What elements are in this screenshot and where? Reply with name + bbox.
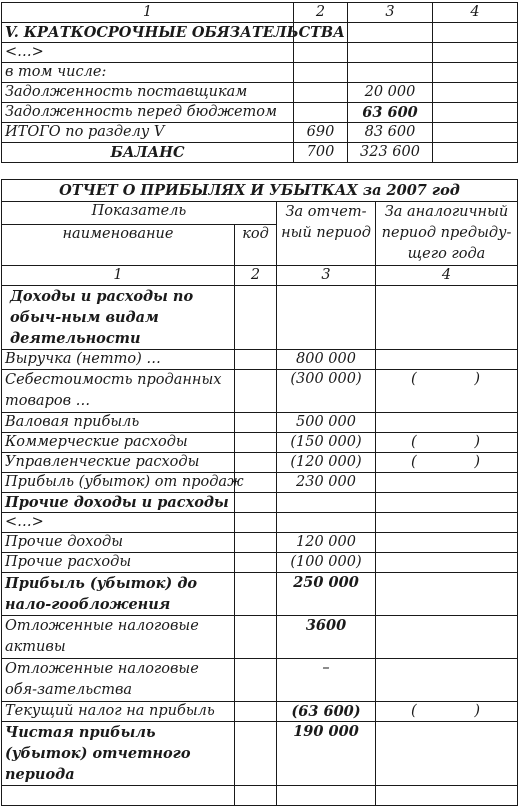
code-cell xyxy=(235,786,277,806)
current-period-header: За отчет-ный период xyxy=(277,202,376,266)
value-cell xyxy=(433,43,518,63)
code-cell xyxy=(235,702,277,722)
row-label: Коммерческие расходы xyxy=(2,433,235,453)
previous-cell xyxy=(376,573,518,616)
code-cell xyxy=(235,553,277,573)
col-number: 2 xyxy=(235,266,277,286)
table-row xyxy=(2,702,518,722)
paren-close: ) xyxy=(474,454,480,470)
value-cell xyxy=(277,286,376,350)
value-cell: 20 000 xyxy=(348,83,433,103)
code-cell xyxy=(235,453,277,473)
previous-cell xyxy=(376,473,518,493)
row-label: Задолженность перед бюджетом xyxy=(2,103,294,123)
row-label: Себестоимость проданных товаров … xyxy=(2,370,235,413)
previous-cell xyxy=(376,702,518,722)
table-row xyxy=(2,350,518,370)
table-row xyxy=(2,433,518,453)
previous-cell xyxy=(376,413,518,433)
code-cell: 700 xyxy=(294,143,348,163)
value-cell xyxy=(348,43,433,63)
row-label: Прибыль (убыток) от продаж xyxy=(2,473,235,493)
previous-cell xyxy=(376,616,518,659)
table-row xyxy=(2,616,518,659)
section-heading: Прочие доходы и расходы xyxy=(2,493,235,513)
paren-close: ) xyxy=(474,371,480,387)
table-row xyxy=(2,43,518,63)
header-row xyxy=(2,202,518,225)
profit-loss-table xyxy=(1,179,518,806)
code-cell xyxy=(235,370,277,413)
table-row xyxy=(2,722,518,786)
paren-close: ) xyxy=(474,703,480,719)
code-cell xyxy=(235,513,277,533)
value-cell xyxy=(277,493,376,513)
section-heading: Доходы и расходы по обыч-ным видам деятельности xyxy=(2,286,235,350)
table-row xyxy=(2,23,518,43)
value-cell xyxy=(277,786,376,806)
value-cell: 3600 xyxy=(277,616,376,659)
table-row xyxy=(2,533,518,553)
section-heading: V. КРАТКОСРОЧНЫЕ ОБЯЗАТЕЛЬСТВА xyxy=(2,23,294,43)
code-cell: 690 xyxy=(294,123,348,143)
paren-open: ( xyxy=(411,703,417,719)
value-cell: 83 600 xyxy=(348,123,433,143)
value-cell xyxy=(348,63,433,83)
col-number: 4 xyxy=(433,3,518,23)
value-cell: (150 000) xyxy=(277,433,376,453)
title-row xyxy=(2,180,518,202)
previous-cell xyxy=(376,513,518,533)
paren-open: ( xyxy=(411,434,417,450)
row-label xyxy=(2,786,235,806)
col-number: 4 xyxy=(376,266,518,286)
column-number-row xyxy=(2,3,518,23)
value-cell xyxy=(433,83,518,103)
previous-cell xyxy=(376,786,518,806)
table-row xyxy=(2,413,518,433)
value-cell xyxy=(433,103,518,123)
table-row xyxy=(2,453,518,473)
value-cell: (63 600) xyxy=(277,702,376,722)
row-label: <…> xyxy=(2,43,294,63)
name-header: наименование xyxy=(2,225,235,266)
value-cell: 250 000 xyxy=(277,573,376,616)
previous-cell xyxy=(376,350,518,370)
previous-cell xyxy=(376,533,518,553)
table-row xyxy=(2,553,518,573)
row-label: Валовая прибыль xyxy=(2,413,235,433)
code-header: код xyxy=(235,225,277,266)
value-cell xyxy=(348,23,433,43)
row-label: Прочие расходы xyxy=(2,553,235,573)
code-cell xyxy=(235,722,277,786)
table-row xyxy=(2,143,518,163)
value-cell: (120 000) xyxy=(277,453,376,473)
paren-open: ( xyxy=(411,371,417,387)
code-cell xyxy=(235,286,277,350)
table-row xyxy=(2,370,518,413)
row-label: ИТОГО по разделу V xyxy=(2,123,294,143)
column-number-row xyxy=(2,266,518,286)
row-label: Задолженность поставщикам xyxy=(2,83,294,103)
table-row xyxy=(2,473,518,493)
value-cell xyxy=(433,63,518,83)
table-row xyxy=(2,786,518,806)
report-title: ОТЧЕТ О ПРИБЫЛЯХ И УБЫТКАХ за 2007 год xyxy=(2,180,518,202)
previous-cell xyxy=(376,286,518,350)
value-cell xyxy=(433,23,518,43)
indicator-header: Показатель xyxy=(2,202,277,225)
balance-table xyxy=(1,2,518,163)
code-cell xyxy=(235,493,277,513)
code-cell xyxy=(235,616,277,659)
table-row xyxy=(2,63,518,83)
value-cell: (300 000) xyxy=(277,370,376,413)
previous-cell xyxy=(376,370,518,413)
previous-cell xyxy=(376,659,518,702)
row-label: в том числе: xyxy=(2,63,294,83)
value-cell: – xyxy=(277,659,376,702)
value-cell: 190 000 xyxy=(277,722,376,786)
balance-total-label: БАЛАНС xyxy=(2,143,294,163)
row-label: Текущий налог на прибыль xyxy=(2,702,235,722)
code-cell xyxy=(235,533,277,553)
table-row xyxy=(2,83,518,103)
row-label: Чистая прибыль (убыток) отчетного периода xyxy=(2,722,235,786)
code-cell xyxy=(235,350,277,370)
value-cell xyxy=(277,513,376,533)
value-cell: (100 000) xyxy=(277,553,376,573)
previous-cell xyxy=(376,722,518,786)
table-row xyxy=(2,103,518,123)
previous-cell xyxy=(376,433,518,453)
code-cell xyxy=(294,43,348,63)
code-cell xyxy=(294,63,348,83)
table-row xyxy=(2,659,518,702)
table-row xyxy=(2,286,518,350)
row-label: Выручка (нетто) … xyxy=(2,350,235,370)
row-label: Отложенные налоговые обя-зательства xyxy=(2,659,235,702)
value-cell: 230 000 xyxy=(277,473,376,493)
previous-period-header: За аналогичный период предыду-щего года xyxy=(376,202,518,266)
code-cell xyxy=(235,433,277,453)
paren-close: ) xyxy=(474,434,480,450)
col-number: 1 xyxy=(2,3,294,23)
value-cell xyxy=(433,123,518,143)
code-cell xyxy=(294,83,348,103)
row-label: Прочие доходы xyxy=(2,533,235,553)
code-cell xyxy=(235,659,277,702)
previous-cell xyxy=(376,453,518,473)
table-row xyxy=(2,493,518,513)
code-cell xyxy=(294,103,348,123)
col-number: 3 xyxy=(348,3,433,23)
table-row xyxy=(2,513,518,533)
col-number: 2 xyxy=(294,3,348,23)
code-cell xyxy=(235,573,277,616)
previous-cell xyxy=(376,553,518,573)
col-number: 1 xyxy=(2,266,235,286)
previous-cell xyxy=(376,493,518,513)
row-label: <…> xyxy=(2,513,235,533)
code-cell xyxy=(235,413,277,433)
row-label: Прибыль (убыток) до нало-гообложения xyxy=(2,573,235,616)
paren-open: ( xyxy=(411,454,417,470)
value-cell: 120 000 xyxy=(277,533,376,553)
row-label: Отложенные налоговые активы xyxy=(2,616,235,659)
value-cell: 63 600 xyxy=(348,103,433,123)
value-cell: 800 000 xyxy=(277,350,376,370)
table-row xyxy=(2,123,518,143)
value-cell xyxy=(433,143,518,163)
value-cell: 323 600 xyxy=(348,143,433,163)
col-number: 3 xyxy=(277,266,376,286)
row-label: Управленческие расходы xyxy=(2,453,235,473)
value-cell: 500 000 xyxy=(277,413,376,433)
table-row xyxy=(2,573,518,616)
